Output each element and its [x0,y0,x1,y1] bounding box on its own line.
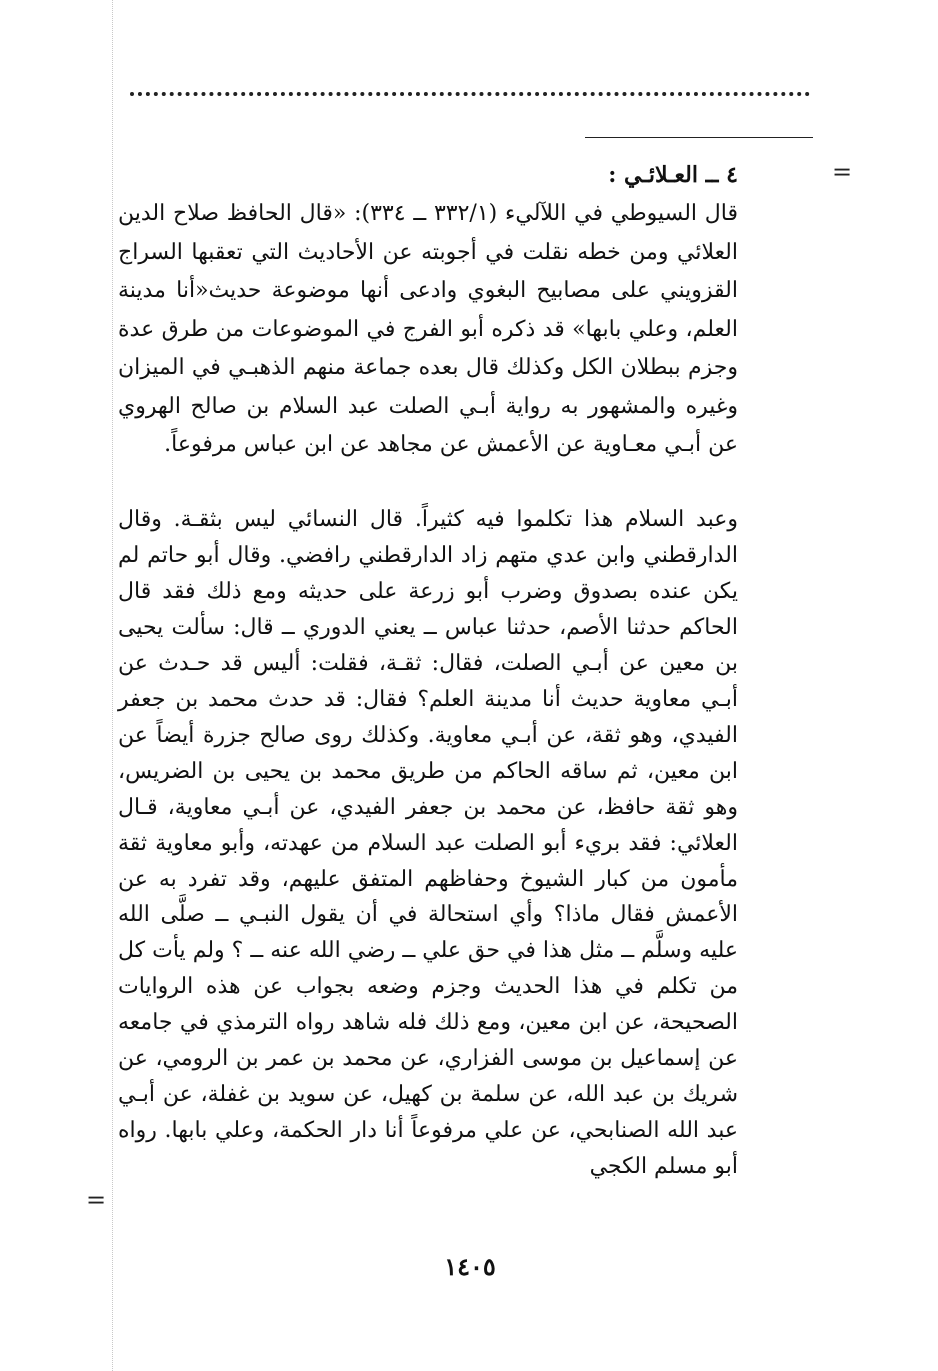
dotted-separator [130,92,810,96]
margin-continuation-mark-bottom: = [86,1186,107,1214]
margin-continuation-mark-top: = [832,158,853,186]
page-gutter-line [112,0,113,1371]
paragraph-1: قال السيوطي في اللآليء (٣٣٢/١ ــ ٣٣٤): «قال الحافظ صلاح الدين العلائي ومن خطه نقلت في أجوبته عن الأحاديث التي تعقبها السراج القزويني على مصابيح البغوي وادعى أنها موضوعة حديث«أنا مدينة العلم، وعلي بابها» قد ذكره أبو الفرج في الموضوعات من طرق عدة وجزم ببطلان الكل وكذلك قال بعده جماعة منهم الذهبـي في الميزان وغيره والمشهور به رواية أبـي الصلت عبد السلام بن صالح الهروي عن أبـي معـاوية عن الأعمش عن مجاهد عن ابن عباس مرفوعاً. [118,201,738,457]
paragraph-block-2 [118,502,738,1185]
footnote-rule [585,137,813,138]
paragraph-block-1 [118,195,738,465]
page-number: ١٤٠٥ [444,1252,496,1281]
section-heading: ٤ ــ العـلائـي : [608,162,738,188]
paragraph-2: وعبد السلام هذا تكلموا فيه كثيراً. قال النسائي ليس بثقـة. وقال الدارقطني وابن عدي متهم زاد الدارقطني رافضي. وقال أبو حاتم لم يكن عنده بصدوق وضرب أبو زرعة على حديثه ومع ذلك فقد قال الحاكم حدثنا الأصم، حدثنا عباس ــ يعني الدوري ــ قال: سألت يحيى بن معين عن أبـي الصلت، فقال: ثقـة، فقلت: أليس قد حـدث عن أبـي معاوية حديث أنا مدينة العلم؟ فقال: قد حدث محمد بن جعفر الفيدي، وهو ثقة، عن أبـي معاوية. وكذلك روى صالح جزرة أيضاً عن ابن معين، ثم ساقه الحاكم من طريق محمد بن يحيى بن الضريس، وهو ثقة حافظ، عن محمد بن جعفر الفيدي، عن أبـي معاوية، قـال العلائي: فقد بريء أبو الصلت عبد السلام من عهدته، وأبو معاوية ثقة مأمون من كبار الشيوخ وحفاظهم المتفق عليهم، وقد تفرد به عن الأعمش فقال ماذا؟ وأي استحالة في أن يقول النبـي ــ صلَّى الله عليه وسلَّم ــ مثل هذا في حق علي ــ رضي الله عنه ــ ؟ ولم يأت كل من تكلم في هذا الحديث وجزم وضعه بجواب عن هذه الروايات الصحيحة، عن ابن معين، ومع ذلك فله شاهد رواه الترمذي في جامعه عن إسماعيل بن موسى الفزاري، عن محمد بن عمر بن الرومي، عن شريك بن عبد الله، عن سلمة بن كهيل، عن سويد بن غفلة، عن أبـي عبد الله الصنابحي، عن علي مرفوعاً أنا دار الحكمة، وعلي بابها. رواه أبو مسلم الكجي [118,507,739,1180]
